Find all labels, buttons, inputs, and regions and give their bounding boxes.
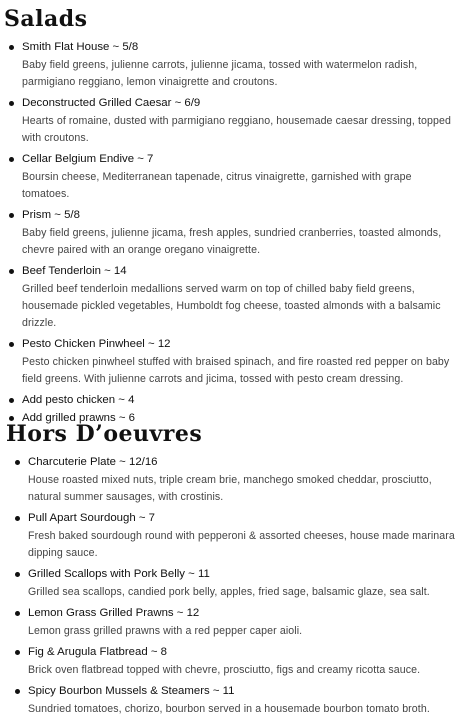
- list-item: [8, 152, 460, 203]
- list-item: [8, 264, 460, 332]
- addon-name: Add grilled prawns ~ 6: [22, 412, 136, 424]
- item-description: Pesto chicken pinwheel stuffed with braised spinach, and fire roasted red pepper on baby field greens. With julienne carrots and jicima, tossed with pesto cream dressing.: [22, 356, 450, 385]
- list-item: [8, 96, 460, 147]
- item-description: Boursin cheese, Mediterranean tapenade, citrus vinaigrette, garnished with grape tomatoes.: [22, 171, 412, 200]
- list-item: [14, 645, 462, 679]
- item-description: Grilled beef tenderloin medallions served warm on top of chilled baby field greens, housemade pickled vegetables, Humboldt fog cheese, toasted almonds with a balsamic drizzle.: [22, 283, 441, 329]
- item-name: Deconstructed Grilled Caesar ~ 6/9: [22, 97, 201, 109]
- item-name: Cellar Belgium Endive ~ 7: [22, 153, 154, 165]
- item-name: Pull Apart Sourdough ~ 7: [28, 512, 155, 524]
- hors-doeuvres-list: [14, 455, 462, 723]
- item-description: House roasted mixed nuts, triple cream brie, manchego smoked cheddar, prosciutto, natural summer sausages, with crostinis.: [28, 474, 432, 503]
- item-description: Hearts of romaine, dusted with parmigiano reggiano, housemade caesar dressing, topped with croutons.: [22, 115, 451, 144]
- addon-item: [8, 393, 460, 408]
- list-item: [14, 606, 462, 640]
- item-description: Baby field greens, julienne jicama, fresh apples, sundried cranberries, toasted almonds, chevre paired with an orange oregano vinaigrette.: [22, 227, 442, 256]
- item-name: Spicy Bourbon Mussels & Steamers ~ 11: [28, 685, 235, 697]
- list-item: [8, 40, 460, 91]
- list-item: [14, 511, 462, 562]
- list-item: [14, 684, 462, 718]
- item-name: Pesto Chicken Pinwheel ~ 12: [22, 338, 171, 350]
- list-item: [8, 208, 460, 259]
- salads-list: [8, 40, 460, 429]
- item-name: Smith Flat House ~ 5/8: [22, 41, 139, 53]
- salads-heading: Salads: [4, 6, 88, 32]
- item-description: Lemon grass grilled prawns with a red pepper caper aioli.: [28, 625, 303, 637]
- hors-doeuvres-heading: Hors D’oeuvres: [6, 421, 203, 447]
- item-description: Grilled sea scallops, candied pork belly, apples, fried sage, balsamic glaze, sea salt.: [28, 586, 430, 598]
- item-name: Fig & Arugula Flatbread ~ 8: [28, 646, 167, 658]
- item-description: Sundried tomatoes, chorizo, bourbon served in a housemade bourbon tomato broth.: [28, 703, 430, 715]
- item-description: Baby field greens, julienne carrots, julienne jicama, tossed with watermelon radish, parmigiano reggiano, lemon vinaigrette and croutons.: [22, 59, 418, 88]
- item-description: Brick oven flatbread topped with chevre, prosciutto, figs and creamy ricotta sauce.: [28, 664, 421, 676]
- item-name: Charcuterie Plate ~ 12/16: [28, 456, 158, 468]
- item-name: Grilled Scallops with Pork Belly ~ 11: [28, 568, 210, 580]
- item-description: Fresh baked sourdough round with pepperoni & assorted cheeses, house made marinara dipping sauce.: [28, 530, 455, 559]
- list-item: [8, 337, 460, 388]
- addon-name: Add pesto chicken ~ 4: [22, 394, 135, 406]
- item-name: Prism ~ 5/8: [22, 209, 80, 221]
- item-name: Beef Tenderloin ~ 14: [22, 265, 127, 277]
- list-item: [14, 455, 462, 506]
- item-name: Lemon Grass Grilled Prawns ~ 12: [28, 607, 200, 619]
- list-item: [14, 567, 462, 601]
